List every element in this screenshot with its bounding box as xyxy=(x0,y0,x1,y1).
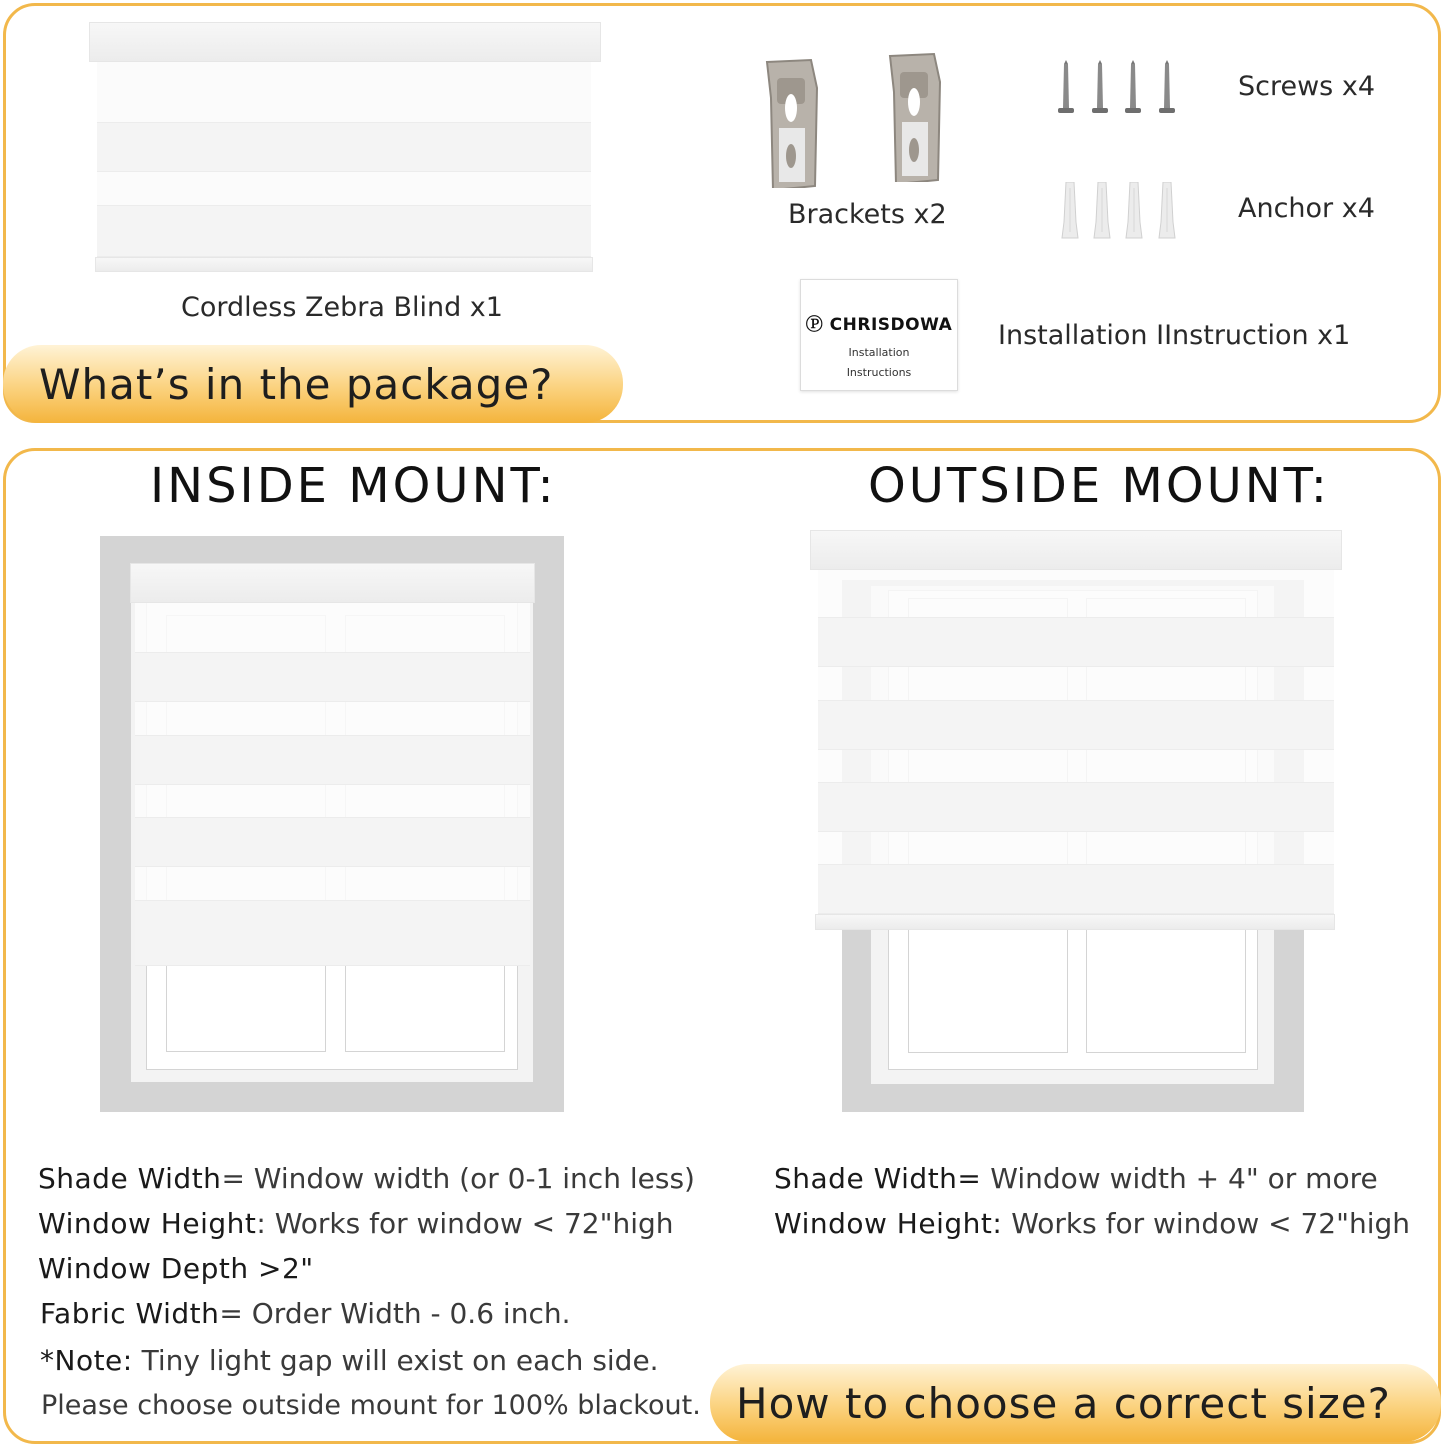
size-banner: How to choose a correct size? xyxy=(710,1364,1441,1442)
brand-logo-icon: Ⓟ xyxy=(805,315,824,335)
inside-spec-note: *Note: Tiny light gap will exist on each side. xyxy=(40,1344,659,1377)
blind-stripe xyxy=(135,817,530,867)
anchor-icon xyxy=(1124,182,1144,240)
manual-subtitle-line1: Installation xyxy=(848,346,910,359)
screw-icon xyxy=(1091,60,1109,116)
blind-headrail xyxy=(89,22,601,62)
blind-bottom-rail xyxy=(815,914,1335,930)
screw-icon xyxy=(1158,60,1176,116)
blind-stripe xyxy=(97,122,591,172)
instruction-manual-image xyxy=(800,279,958,391)
bracket-icon xyxy=(886,52,942,182)
inside-spec-shade-width: Shade Width= Window width (or 0-1 inch less) xyxy=(38,1162,695,1195)
blind-stripe xyxy=(818,700,1334,750)
bracket-icon xyxy=(763,58,819,188)
blind-headrail xyxy=(810,530,1342,570)
outside-spec-window-height: Window Height: Works for window < 72"high xyxy=(774,1207,1411,1240)
manual-brand: Ⓟ CHRISDOWA xyxy=(805,315,953,335)
inside-spec-window-height: Window Height: Works for window < 72"high xyxy=(38,1207,674,1240)
blind-label: Cordless Zebra Blind x1 xyxy=(181,292,503,323)
screws-label: Screws x4 xyxy=(1238,71,1375,102)
anchor-icon xyxy=(1157,182,1177,240)
inside-mount-heading: INSIDE MOUNT: xyxy=(150,458,557,514)
blind-stripe xyxy=(135,652,530,702)
brackets-label: Brackets x2 xyxy=(788,199,947,230)
blind-stripe xyxy=(135,735,530,785)
outside-spec-shade-width: Shade Width= Window width + 4" or more xyxy=(774,1162,1378,1195)
blind-stripe xyxy=(818,864,1334,914)
manual-subtitle-line2: Instructions xyxy=(846,366,912,379)
blind-stripe xyxy=(97,205,591,257)
anchor-icon xyxy=(1092,182,1112,240)
package-banner: What’s in the package? xyxy=(3,345,623,423)
screw-icon xyxy=(1124,60,1142,116)
anchor-icon xyxy=(1060,182,1080,240)
blind-stripe xyxy=(135,900,530,966)
outside-mount-heading: OUTSIDE MOUNT: xyxy=(868,458,1330,514)
blind-stripe xyxy=(818,782,1334,832)
blind-bottom-rail xyxy=(95,257,593,272)
inside-spec-window-depth: Window Depth >2" xyxy=(38,1252,314,1285)
anchor-label: Anchor x4 xyxy=(1238,193,1375,224)
instruction-label: Installation IInstruction x1 xyxy=(998,320,1351,351)
screw-icon xyxy=(1057,60,1075,116)
inside-spec-note-blackout: Please choose outside mount for 100% blackout. xyxy=(41,1390,701,1421)
blind-headrail xyxy=(130,563,535,603)
inside-spec-fabric-width: Fabric Width= Order Width - 0.6 inch. xyxy=(40,1297,571,1330)
blind-stripe xyxy=(818,617,1334,667)
